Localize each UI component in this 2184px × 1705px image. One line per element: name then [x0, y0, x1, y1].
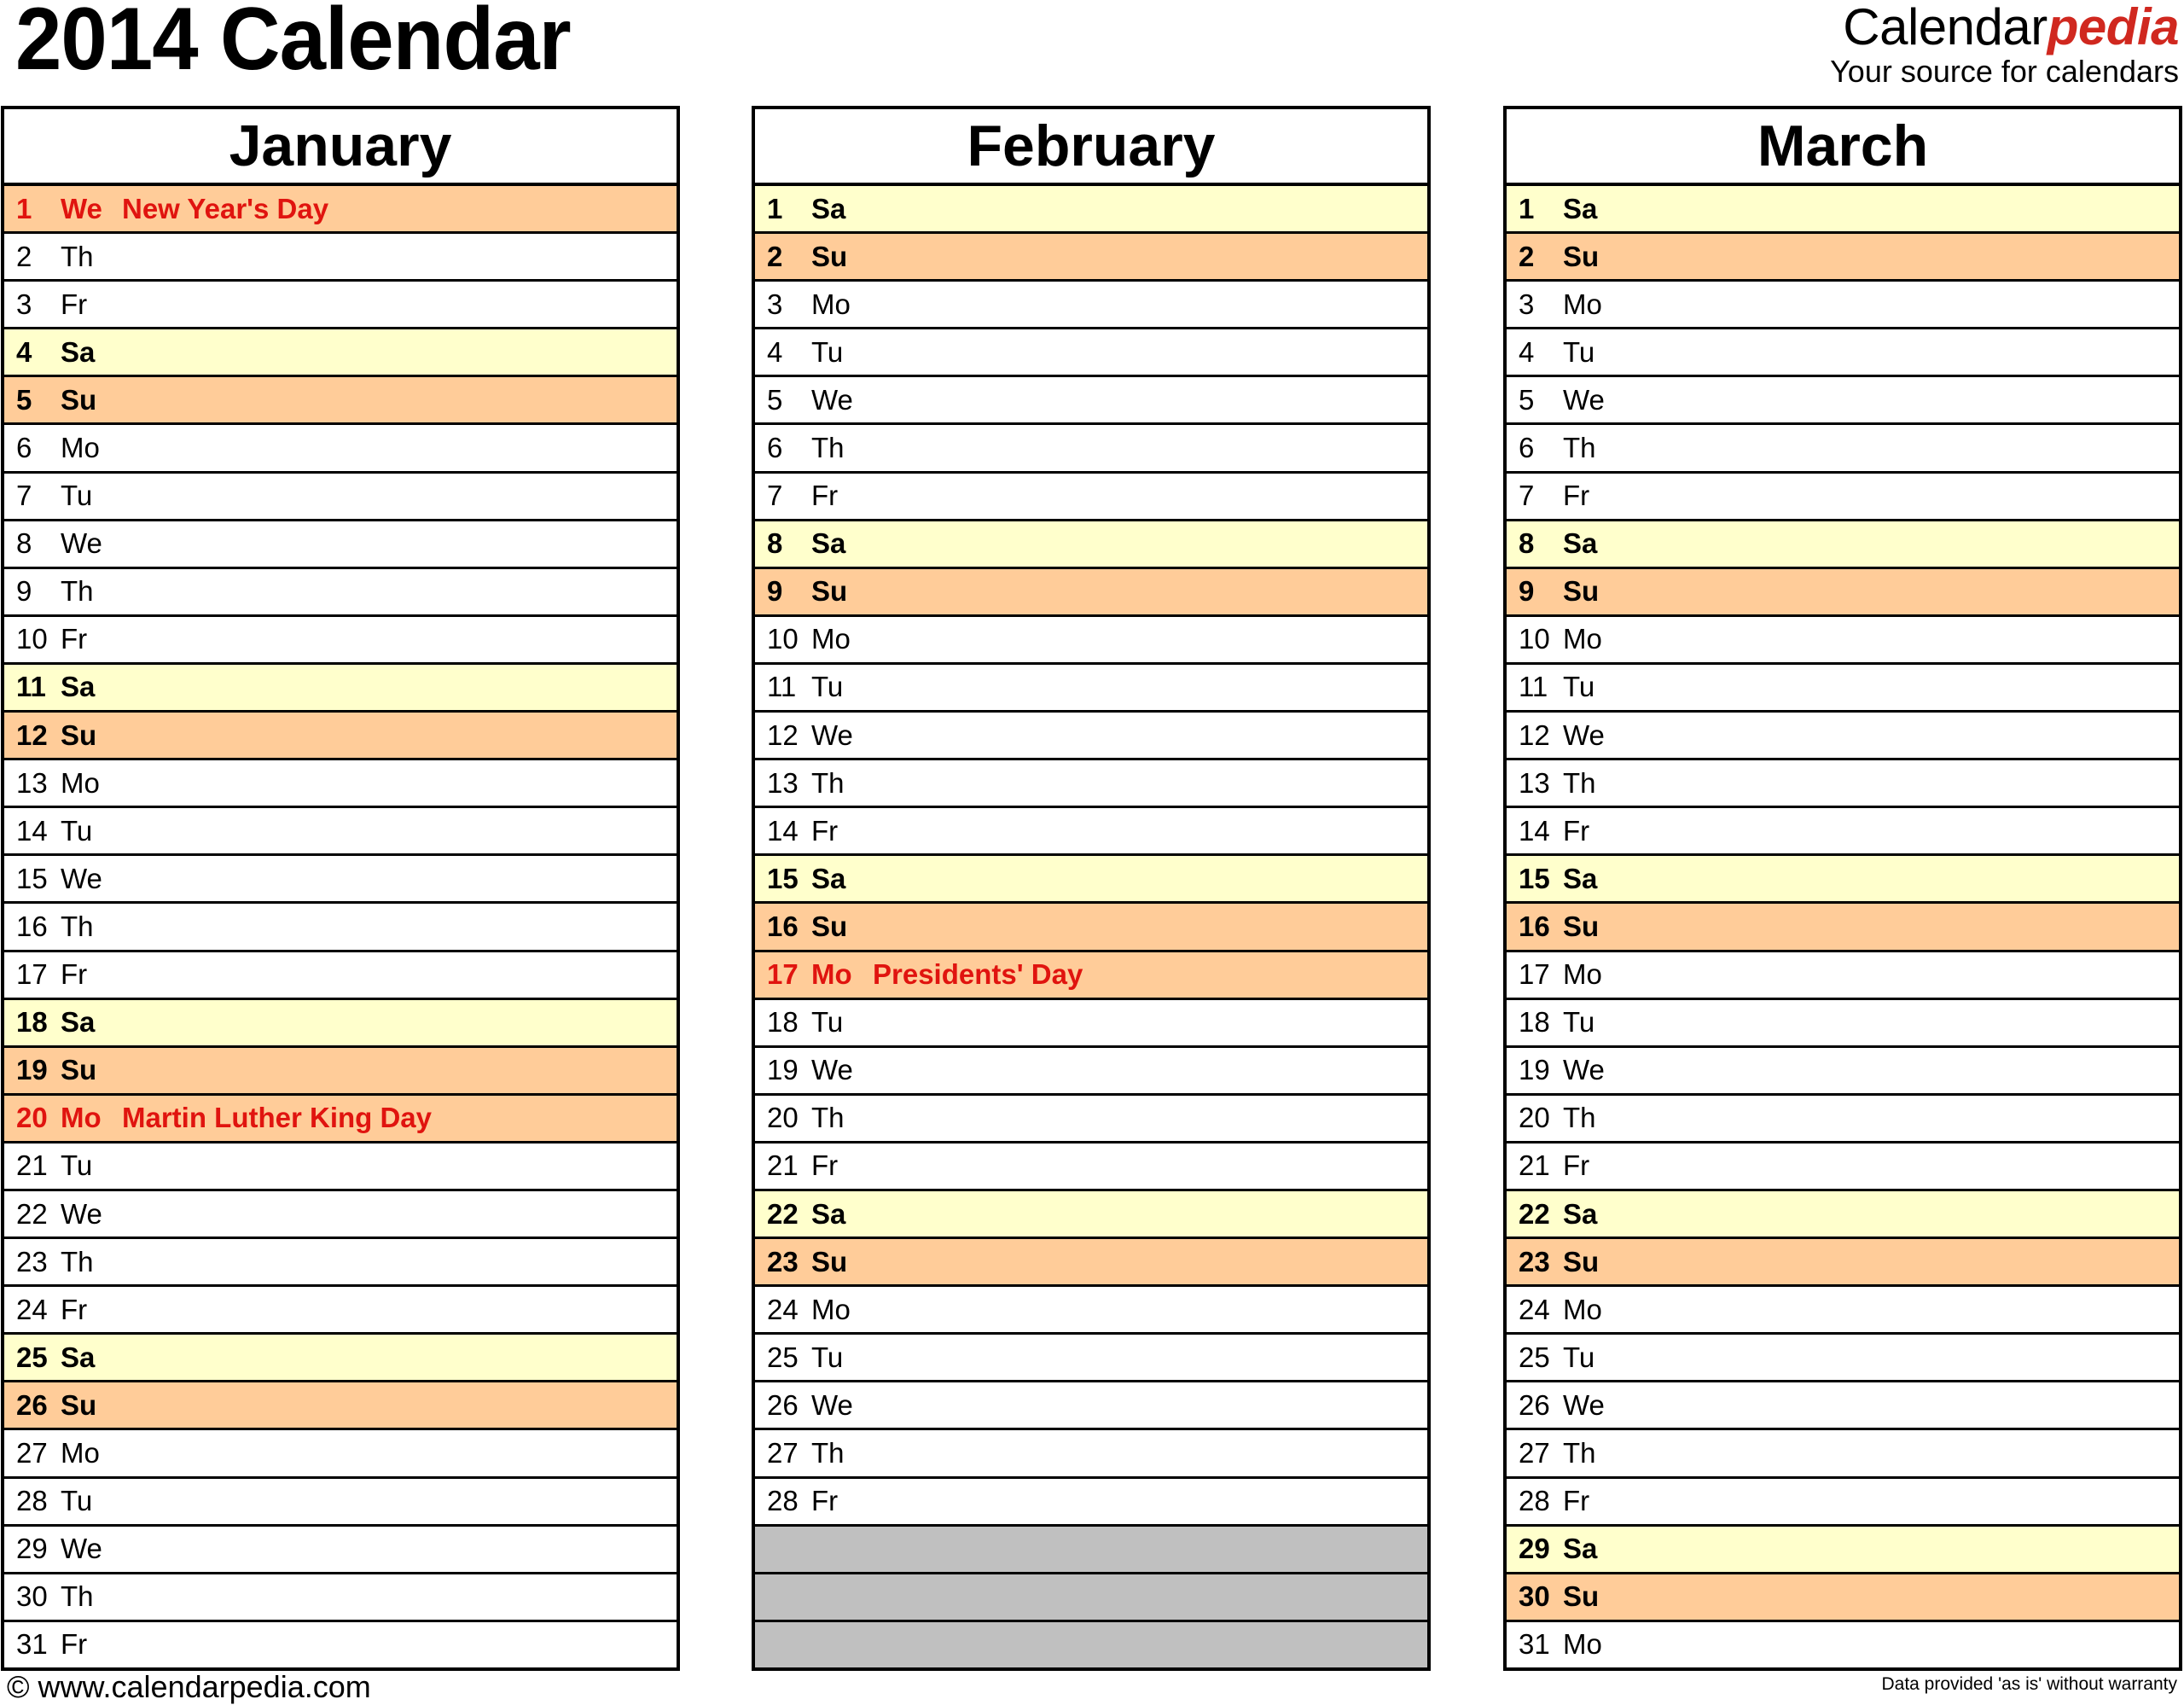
day-number: 31 [1519, 1628, 1550, 1661]
day-of-week: Su [811, 240, 848, 272]
footer-copyright: © www.calendarpedia.com [7, 1669, 371, 1704]
day-of-week: We [1563, 1388, 1605, 1421]
day-number: 17 [767, 958, 799, 991]
day-row [1507, 1048, 2179, 1096]
day-number: 21 [767, 1149, 799, 1182]
day-number: 12 [1519, 719, 1550, 751]
day-row [755, 856, 1427, 904]
day-number: 19 [1519, 1054, 1550, 1086]
day-row [1507, 1191, 2179, 1239]
day-number: 24 [767, 1293, 799, 1325]
day-row [4, 1574, 677, 1622]
day-row [1507, 521, 2179, 569]
day-row [755, 521, 1427, 569]
month-february [752, 106, 1431, 1671]
day-number: 27 [1519, 1436, 1550, 1469]
day-row [1507, 665, 2179, 713]
day-number: 25 [767, 1341, 799, 1373]
day-number: 19 [767, 1054, 799, 1086]
day-of-week: Th [811, 1436, 845, 1469]
day-number: 2 [1519, 240, 1535, 272]
day-row [755, 234, 1427, 282]
day-of-week: Th [811, 432, 845, 464]
day-of-week: We [811, 383, 853, 416]
day-of-week: Su [61, 383, 97, 416]
day-row [1507, 425, 2179, 473]
day-of-week: Mo [61, 1436, 100, 1469]
day-number: 16 [767, 910, 799, 942]
day-of-week: We [1563, 719, 1605, 751]
month-january [1, 106, 680, 1671]
day-number: 31 [16, 1628, 48, 1661]
day-number: 3 [767, 288, 783, 320]
day-row [755, 1191, 1427, 1239]
day-number: 10 [1519, 623, 1550, 655]
day-list [1507, 186, 2179, 1667]
month-header: March [1507, 109, 2179, 186]
day-number: 6 [16, 432, 32, 464]
day-row [4, 474, 677, 521]
day-number: 16 [16, 910, 48, 942]
day-of-week: Mo [1563, 623, 1602, 655]
day-of-week: Su [61, 1054, 97, 1086]
day-of-week: Mo [61, 766, 100, 799]
day-of-week: Tu [61, 480, 93, 512]
day-of-week: We [811, 1054, 853, 1086]
day-of-week: Th [61, 1245, 94, 1277]
day-row [755, 904, 1427, 951]
day-row [1507, 234, 2179, 282]
day-row [1507, 282, 2179, 329]
day-row [755, 617, 1427, 665]
day-row [1507, 1527, 2179, 1574]
day-row [4, 1430, 677, 1478]
day-of-week: Sa [811, 527, 846, 560]
day-row [755, 1479, 1427, 1527]
day-row [755, 1239, 1427, 1287]
day-number: 7 [767, 480, 783, 512]
day-of-week: Su [1563, 240, 1600, 272]
day-row [4, 1527, 677, 1574]
day-list [755, 186, 1427, 1667]
day-row [4, 952, 677, 1000]
day-of-week: Su [811, 575, 848, 608]
day-number: 20 [16, 1102, 48, 1134]
day-of-week: Tu [61, 1149, 93, 1182]
day-number: 20 [767, 1102, 799, 1134]
month-header: February [755, 109, 1427, 186]
day-of-week: Th [61, 1580, 94, 1613]
day-of-week: Fr [1563, 1485, 1590, 1517]
day-row [755, 1430, 1427, 1478]
day-number: 29 [1519, 1533, 1550, 1565]
day-number: 25 [1519, 1341, 1550, 1373]
day-row [755, 760, 1427, 808]
day-row [4, 617, 677, 665]
day-of-week: Tu [811, 1341, 844, 1373]
day-row [4, 425, 677, 473]
day-row [4, 856, 677, 904]
day-of-week: Mo [61, 1102, 102, 1134]
day-number: 24 [1519, 1293, 1550, 1325]
day-row [1507, 1574, 2179, 1622]
day-row [4, 377, 677, 425]
brand-tagline: Your source for calendars [1830, 54, 2179, 89]
day-of-week: Su [811, 1245, 848, 1277]
day-row [755, 425, 1427, 473]
day-of-week: We [1563, 383, 1605, 416]
holiday-label: New Year's Day [122, 192, 329, 224]
brand-name-plain: Calendar [1843, 0, 2048, 55]
day-row [1507, 1622, 2179, 1667]
day-number: 26 [16, 1388, 48, 1421]
day-number: 8 [767, 527, 783, 560]
brand-logo [1830, 2, 2179, 87]
day-of-week: Su [811, 910, 848, 942]
day-number: 23 [767, 1245, 799, 1277]
day-row [755, 665, 1427, 713]
day-of-week: Fr [61, 958, 88, 991]
day-number: 24 [16, 1293, 48, 1325]
day-number: 26 [767, 1388, 799, 1421]
day-number: 23 [1519, 1245, 1550, 1277]
day-row [1507, 856, 2179, 904]
day-row [4, 569, 677, 617]
day-row [1507, 186, 2179, 234]
day-of-week: Sa [1563, 1533, 1598, 1565]
day-number: 15 [16, 862, 48, 894]
day-row [1507, 474, 2179, 521]
day-number: 6 [767, 432, 783, 464]
day-of-week: Mo [811, 288, 851, 320]
day-number: 4 [767, 335, 783, 368]
day-number: 13 [16, 766, 48, 799]
day-of-week: Th [61, 240, 94, 272]
day-number: 30 [16, 1580, 48, 1613]
day-of-week: Su [1563, 910, 1600, 942]
day-number: 28 [16, 1485, 48, 1517]
day-row [1507, 904, 2179, 951]
day-of-week: Tu [1563, 1006, 1595, 1039]
day-of-week: Fr [811, 1149, 839, 1182]
day-of-week: Th [811, 766, 845, 799]
day-row [4, 1335, 677, 1382]
brand-name-accent: pedia [2047, 0, 2179, 55]
day-row [4, 282, 677, 329]
day-of-week: Mo [1563, 288, 1602, 320]
day-row [4, 1000, 677, 1048]
day-of-week: We [811, 1388, 853, 1421]
day-row [4, 186, 677, 234]
day-row [4, 665, 677, 713]
day-number: 7 [1519, 480, 1535, 512]
day-number: 18 [767, 1006, 799, 1039]
empty-day-row [755, 1622, 1427, 1667]
day-of-week: Sa [61, 671, 96, 703]
day-number: 13 [767, 766, 799, 799]
day-row [1507, 1479, 2179, 1527]
day-of-week: Su [1563, 1580, 1600, 1613]
day-of-week: Tu [811, 335, 844, 368]
day-of-week: Th [811, 1102, 845, 1134]
day-number: 2 [16, 240, 32, 272]
day-number: 12 [767, 719, 799, 751]
day-row [4, 1622, 677, 1667]
day-row [1507, 1239, 2179, 1287]
day-of-week: Fr [61, 1628, 88, 1661]
day-of-week: Th [1563, 1102, 1596, 1134]
day-of-week: Sa [1563, 527, 1598, 560]
day-number: 18 [16, 1006, 48, 1039]
day-number: 5 [16, 383, 32, 416]
day-number: 3 [16, 288, 32, 320]
day-row [755, 952, 1427, 1000]
day-number: 15 [767, 862, 799, 894]
day-row [4, 234, 677, 282]
day-number: 29 [16, 1533, 48, 1565]
day-of-week: Fr [1563, 814, 1590, 847]
day-number: 1 [16, 192, 32, 224]
day-number: 15 [1519, 862, 1550, 894]
day-of-week: Tu [811, 671, 844, 703]
day-number: 8 [1519, 527, 1535, 560]
day-number: 11 [16, 671, 46, 703]
day-number: 25 [16, 1341, 48, 1373]
day-of-week: Fr [61, 1293, 88, 1325]
day-row [1507, 952, 2179, 1000]
day-of-week: Fr [61, 623, 88, 655]
day-of-week: Mo [811, 623, 851, 655]
day-number: 22 [1519, 1197, 1550, 1230]
day-row [4, 1096, 677, 1143]
day-number: 10 [16, 623, 48, 655]
day-of-week: Tu [1563, 335, 1595, 368]
day-row [755, 474, 1427, 521]
day-of-week: We [61, 1197, 102, 1230]
month-march [1503, 106, 2182, 1671]
day-row [4, 521, 677, 569]
day-row [4, 904, 677, 951]
day-of-week: Tu [61, 814, 93, 847]
day-row [755, 808, 1427, 856]
day-number: 21 [1519, 1149, 1550, 1182]
day-of-week: Su [1563, 575, 1600, 608]
day-number: 27 [16, 1436, 48, 1469]
day-row [755, 1287, 1427, 1335]
day-number: 1 [1519, 192, 1535, 224]
day-of-week: Mo [811, 1293, 851, 1325]
day-number: 4 [1519, 335, 1535, 368]
day-of-week: Sa [61, 1341, 96, 1373]
empty-day-row [755, 1574, 1427, 1622]
day-row [1507, 377, 2179, 425]
day-number: 19 [16, 1054, 48, 1086]
day-number: 3 [1519, 288, 1535, 320]
day-of-week: Mo [1563, 1293, 1602, 1325]
day-of-week: We [61, 192, 102, 224]
day-number: 16 [1519, 910, 1550, 942]
day-number: 14 [16, 814, 48, 847]
day-of-week: Mo [1563, 1628, 1602, 1661]
day-of-week: Fr [1563, 480, 1590, 512]
day-row [4, 1479, 677, 1527]
day-row [1507, 569, 2179, 617]
day-of-week: Su [61, 719, 97, 751]
day-row [4, 760, 677, 808]
day-of-week: Sa [61, 335, 96, 368]
day-row [4, 1191, 677, 1239]
day-number: 14 [767, 814, 799, 847]
day-of-week: Th [61, 910, 94, 942]
day-row [755, 282, 1427, 329]
day-row [755, 186, 1427, 234]
day-number: 7 [16, 480, 32, 512]
day-of-week: Th [1563, 766, 1596, 799]
day-number: 20 [1519, 1102, 1550, 1134]
day-row [1507, 1430, 2179, 1478]
day-number: 21 [16, 1149, 48, 1182]
day-number: 8 [16, 527, 32, 560]
day-of-week: Tu [61, 1485, 93, 1517]
day-row [4, 1287, 677, 1335]
day-number: 11 [1519, 671, 1548, 703]
day-of-week: Fr [1563, 1149, 1590, 1182]
day-row [755, 1048, 1427, 1096]
footer-disclaimer: Data provided 'as is' without warranty [1881, 1674, 2177, 1694]
day-of-week: We [61, 527, 102, 560]
day-number: 28 [767, 1485, 799, 1517]
day-row [1507, 1143, 2179, 1191]
day-row [1507, 808, 2179, 856]
day-row [1507, 1287, 2179, 1335]
day-of-week: Su [61, 1388, 97, 1421]
day-number: 22 [767, 1197, 799, 1230]
day-number: 30 [1519, 1580, 1550, 1613]
day-row [4, 1239, 677, 1287]
day-row [755, 377, 1427, 425]
day-row [4, 1143, 677, 1191]
day-number: 14 [1519, 814, 1550, 847]
empty-day-row [755, 1527, 1427, 1574]
day-number: 13 [1519, 766, 1550, 799]
day-number: 17 [1519, 958, 1550, 991]
day-row [1507, 617, 2179, 665]
day-of-week: Mo [61, 432, 100, 464]
day-of-week: Fr [61, 288, 88, 320]
day-of-week: Sa [1563, 1197, 1598, 1230]
day-number: 5 [1519, 383, 1535, 416]
day-row [1507, 1382, 2179, 1430]
day-of-week: We [61, 1533, 102, 1565]
day-number: 27 [767, 1436, 799, 1469]
day-number: 17 [16, 958, 48, 991]
day-number: 9 [1519, 575, 1535, 608]
day-row [1507, 1096, 2179, 1143]
day-number: 6 [1519, 432, 1535, 464]
month-header: January [4, 109, 677, 186]
day-number: 4 [16, 335, 32, 368]
day-of-week: Th [61, 575, 94, 608]
day-row [755, 1382, 1427, 1430]
day-number: 11 [767, 671, 797, 703]
day-row [755, 713, 1427, 760]
day-of-week: Sa [1563, 862, 1598, 894]
day-row [755, 1096, 1427, 1143]
day-row [1507, 1000, 2179, 1048]
day-number: 9 [767, 575, 783, 608]
day-number: 28 [1519, 1485, 1550, 1517]
day-row [755, 1143, 1427, 1191]
day-row [1507, 329, 2179, 377]
day-of-week: Tu [811, 1006, 844, 1039]
day-of-week: Sa [1563, 192, 1598, 224]
day-number: 1 [767, 192, 783, 224]
day-row [755, 329, 1427, 377]
day-of-week: Sa [61, 1006, 96, 1039]
page-title: 2014 Calendar [15, 0, 571, 89]
day-number: 2 [767, 240, 783, 272]
day-row [1507, 713, 2179, 760]
day-row [4, 329, 677, 377]
day-row [4, 808, 677, 856]
day-number: 9 [16, 575, 32, 608]
holiday-label: Presidents' Day [873, 958, 1083, 991]
day-number: 23 [16, 1245, 48, 1277]
day-of-week: Fr [811, 814, 839, 847]
day-of-week: Sa [811, 862, 846, 894]
day-of-week: We [61, 862, 102, 894]
day-row [755, 1000, 1427, 1048]
day-list [4, 186, 677, 1667]
day-of-week: Tu [1563, 1341, 1595, 1373]
day-of-week: We [811, 719, 853, 751]
day-row [4, 713, 677, 760]
day-row [1507, 760, 2179, 808]
day-of-week: Fr [811, 1485, 839, 1517]
day-row [1507, 1335, 2179, 1382]
day-of-week: Tu [1563, 671, 1595, 703]
day-number: 5 [767, 383, 783, 416]
day-of-week: Th [1563, 432, 1596, 464]
day-number: 10 [767, 623, 799, 655]
day-number: 26 [1519, 1388, 1550, 1421]
day-of-week: Fr [811, 480, 839, 512]
holiday-label: Martin Luther King Day [122, 1102, 433, 1134]
day-of-week: Mo [1563, 958, 1602, 991]
day-row [4, 1048, 677, 1096]
day-of-week: Sa [811, 192, 846, 224]
day-of-week: Th [1563, 1436, 1596, 1469]
brand-name [1830, 2, 2179, 53]
day-row [755, 1335, 1427, 1382]
day-of-week: Sa [811, 1197, 846, 1230]
day-number: 18 [1519, 1006, 1550, 1039]
day-of-week: Su [1563, 1245, 1600, 1277]
day-number: 22 [16, 1197, 48, 1230]
day-row [4, 1382, 677, 1430]
day-of-week: Mo [811, 958, 852, 991]
day-row [755, 569, 1427, 617]
day-of-week: We [1563, 1054, 1605, 1086]
day-number: 12 [16, 719, 48, 751]
